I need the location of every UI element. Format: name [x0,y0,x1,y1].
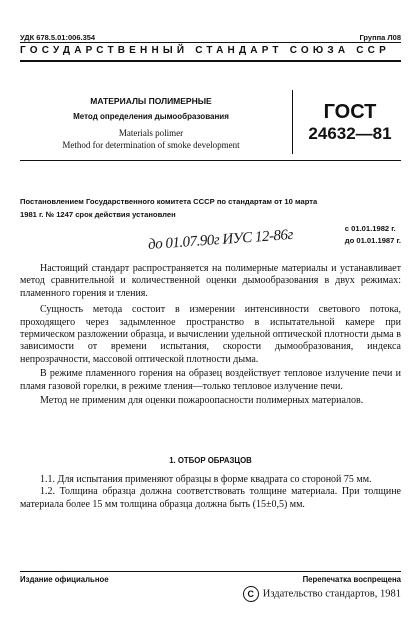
title-en-main: Materials polimer [118,128,184,138]
date-from: с 01.01.1982 г. [344,224,396,233]
standard-banner: ГОСУДАРСТВЕННЫЙ СТАНДАРТ СОЮЗА ССР [20,45,390,56]
udk-code: УДК 678.5.01:006.354 [20,33,96,42]
section-heading: 1. ОТБОР ОБРАЗЦОВ [169,456,252,465]
item-1-2: 1.2. Толщина образца должна соответствовать толщине материала. При толщине материала более 15 мм толщина образца должна быть (15±0,5) мм. [20,486,401,510]
copyright-icon: С [243,586,259,602]
group-code: Группа Л08 [359,33,401,42]
copyright-line [243,586,401,602]
title-rule [20,160,401,161]
title-ru-sub: Метод определения дымообразования [73,112,229,121]
banner-rule [20,60,401,62]
decree-text [20,195,401,221]
paragraph-limitation: Метод не применим для оценки пожароопасности полимерных материалов. [40,395,364,407]
footer-rule [20,571,401,572]
paragraph-essence: Сущность метода состоит в измерении интенсивности светового потока, проходящего через задымленное пространство в испытательной камере при термическом разложении образца, и вычислении удельной оптической плотности дыма в зависимости от времени испытания, скорости дымообразования, индекса непрозрачности, массовой оптической плотности дыма. [20,304,401,365]
validity-dates [345,223,401,246]
publisher: Издательство стандартов, 1981 [262,588,401,600]
section-items [20,474,401,511]
gost-number: 24632—81 [308,124,392,143]
date-to: до 01.01.1987 г. [344,235,401,245]
item-1-1: 1.1. Для испытания применяют образцы в форме квадрата со стороной 75 мм. [40,474,372,485]
title-en-sub: Method for determination of smoke development [62,139,240,150]
paragraph-scope: Настоящий стандарт распространяется на полимерные материалы и устанавливает метод сравнительной и количественной оценки дымообразования в двух режимах: пламенного горения и тления. [20,263,401,299]
decree-line-1: Постановлением Государственного комитета СССР по стандартам от 10 марта [20,197,318,206]
reprint-notice: Перепечатка воспрещена [302,575,401,584]
decree-line-2: 1981 г. № 1247 срок действия установлен [20,210,176,219]
handwritten-note: до 01.07.90г ИУС 12-86г [147,226,294,254]
intro-text [20,263,401,407]
title-block [20,96,282,151]
top-rule [20,42,401,43]
gost-designation [300,101,400,145]
gost-label: ГОСТ [323,101,377,123]
title-divider [292,90,293,154]
title-ru-main: МАТЕРИАЛЫ ПОЛИМЕРНЫЕ [90,96,212,106]
edition-label: Издание официальное [20,575,109,584]
paragraph-modes: В режиме пламенного горения на образец воздействует тепловое излучение печи и пламя газовой горелки, в режиме тления—только тепловое излучение печи. [20,368,401,392]
